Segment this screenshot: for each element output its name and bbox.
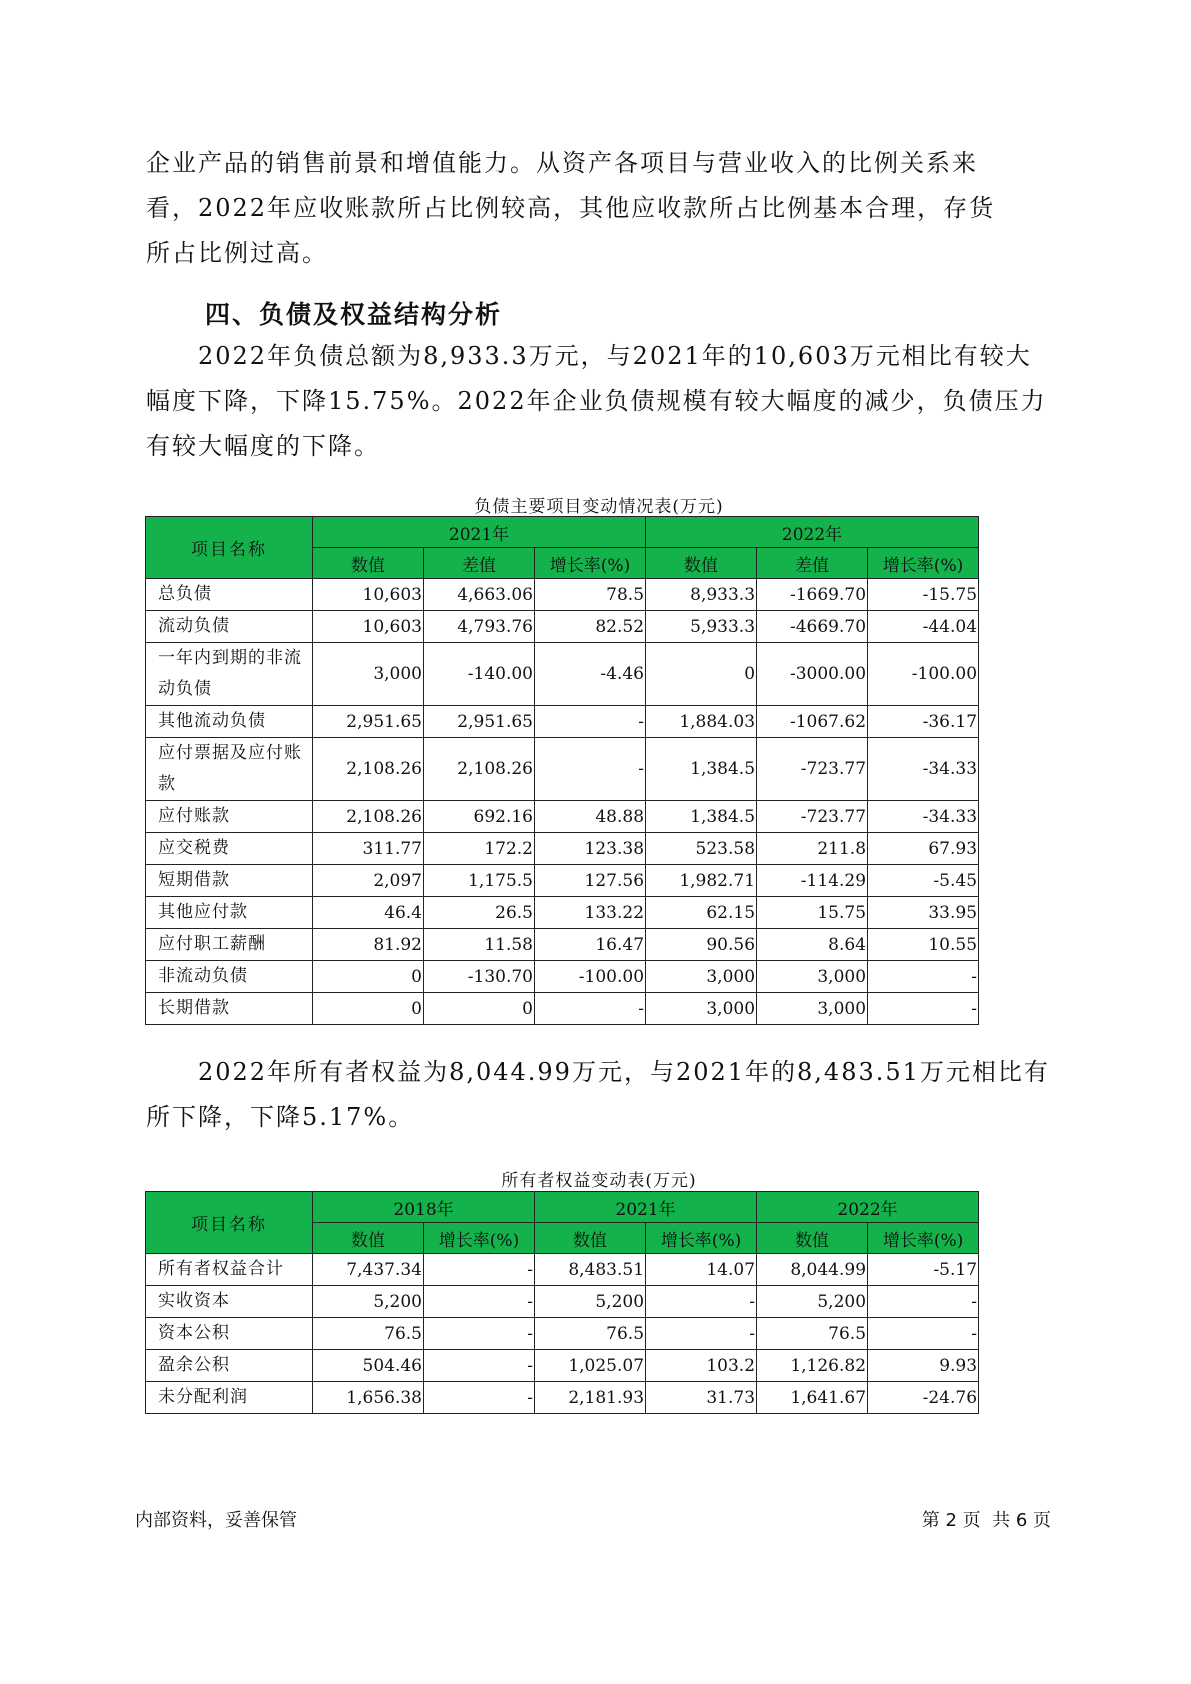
cell-v22: 8,044.99 [757, 1254, 868, 1286]
cell-v18: 7,437.34 [313, 1254, 424, 1286]
header-year-2022: 2022年 [646, 517, 979, 548]
footer-page-number: 第 2 页 共 6 页 [921, 1510, 1051, 1531]
cell-g22: - [868, 961, 979, 993]
cell-d21: 4,793.76 [424, 611, 535, 643]
row-label: 长期借款 [146, 993, 313, 1025]
cell-g21: - [535, 706, 646, 738]
equity-table-body [146, 1254, 979, 1414]
liability-table-body [146, 579, 979, 1025]
cell-v18: 504.46 [313, 1350, 424, 1382]
cell-v18: 5,200 [313, 1286, 424, 1318]
cell-v21: 2,108.26 [313, 801, 424, 833]
row-label: 短期借款 [146, 865, 313, 897]
cell-v21: 46.4 [313, 897, 424, 929]
table-row [146, 1286, 979, 1318]
table-row [146, 897, 979, 929]
intro-line-1: 企业产品的销售前景和增值能力。从资产各项目与营业收入的比例关系来 [146, 149, 978, 177]
header-diff-2022: 差值 [757, 548, 868, 579]
header-growth-2021: 增长率(%) [646, 1223, 757, 1254]
header-item-name: 项目名称 [146, 517, 313, 579]
cell-g22: 33.95 [868, 897, 979, 929]
row-label: 一年内到期的非流动负债 [146, 643, 313, 706]
row-label: 总负债 [146, 579, 313, 611]
header-value-2018: 数值 [313, 1223, 424, 1254]
cell-v21: 10,603 [313, 611, 424, 643]
row-label: 非流动负债 [146, 961, 313, 993]
header-year-2021: 2021年 [535, 1192, 757, 1223]
equity-table [145, 1191, 979, 1414]
table-row [146, 1382, 979, 1414]
row-label: 其他应付款 [146, 897, 313, 929]
cell-v21: 0 [313, 993, 424, 1025]
header-item-name: 项目名称 [146, 1192, 313, 1254]
header-diff-2021: 差值 [424, 548, 535, 579]
cell-d22: 211.8 [757, 833, 868, 865]
table-row [146, 579, 979, 611]
intro-paragraph [146, 141, 1051, 276]
cell-g21: 78.5 [535, 579, 646, 611]
cell-d21: 2,108.26 [424, 738, 535, 801]
cell-d22: -723.77 [757, 738, 868, 801]
cell-d22: -114.29 [757, 865, 868, 897]
cell-d21: 4,663.06 [424, 579, 535, 611]
cell-v22: 1,126.82 [757, 1350, 868, 1382]
cell-v21: 2,108.26 [313, 738, 424, 801]
cell-d22: 3,000 [757, 961, 868, 993]
cell-v21: 2,951.65 [313, 706, 424, 738]
cell-g18: - [424, 1254, 535, 1286]
table-row [146, 1318, 979, 1350]
cell-g18: - [424, 1286, 535, 1318]
cell-g18: - [424, 1350, 535, 1382]
table-row [146, 643, 979, 706]
table-row [146, 961, 979, 993]
row-label: 所有者权益合计 [146, 1254, 313, 1286]
equity-paragraph: 2022年所有者权益为8,044.99万元，与2021年的8,483.51万元相比有所下降，下降5.17%。 [146, 1058, 1050, 1131]
liability-table-caption: 负债主要项目变动情况表(万元) [474, 497, 724, 517]
cell-d21: -140.00 [424, 643, 535, 706]
cell-g21: - [646, 1286, 757, 1318]
header-growth-2022: 增长率(%) [868, 1223, 979, 1254]
header-growth-2018: 增长率(%) [424, 1223, 535, 1254]
liability-paragraph: 2022年负债总额为8,933.3万元，与2021年的10,603万元相比有较大幅度下降，下降15.75%。2022年企业负债规模有较大幅度的减少，负债压力有较大幅度的下降。 [146, 342, 1047, 460]
cell-d21: 26.5 [424, 897, 535, 929]
cell-v21: 10,603 [313, 579, 424, 611]
cell-g21: 14.07 [646, 1254, 757, 1286]
cell-g21: -4.46 [535, 643, 646, 706]
liability-table [145, 516, 979, 1025]
cell-d21: 172.2 [424, 833, 535, 865]
cell-v21: 8,483.51 [535, 1254, 646, 1286]
cell-v21: 311.77 [313, 833, 424, 865]
cell-v21: 1,025.07 [535, 1350, 646, 1382]
cell-v21: 81.92 [313, 929, 424, 961]
cell-d21: 692.16 [424, 801, 535, 833]
cell-g22: -34.33 [868, 738, 979, 801]
cell-d21: 0 [424, 993, 535, 1025]
cell-v22: 3,000 [646, 993, 757, 1025]
cell-g22: - [868, 1286, 979, 1318]
table-row [146, 706, 979, 738]
row-label: 应付账款 [146, 801, 313, 833]
header-growth-2021: 增长率(%) [535, 548, 646, 579]
cell-d22: 8.64 [757, 929, 868, 961]
header-year-2018: 2018年 [313, 1192, 535, 1223]
table-row [146, 1350, 979, 1382]
table-row [146, 738, 979, 801]
cell-g21: 16.47 [535, 929, 646, 961]
intro-line-3: 所占比例过高。 [146, 239, 328, 267]
header-value-2021: 数值 [535, 1223, 646, 1254]
header-year-2021: 2021年 [313, 517, 646, 548]
header-growth-2022: 增长率(%) [868, 548, 979, 579]
row-label: 应付票据及应付账款 [146, 738, 313, 801]
cell-g22: -34.33 [868, 801, 979, 833]
table-row [146, 611, 979, 643]
cell-g18: - [424, 1382, 535, 1414]
cell-g22: -100.00 [868, 643, 979, 706]
cell-g22: -24.76 [868, 1382, 979, 1414]
cell-v18: 1,656.38 [313, 1382, 424, 1414]
cell-g21: 31.73 [646, 1382, 757, 1414]
cell-d21: 1,175.5 [424, 865, 535, 897]
cell-d22: -1669.70 [757, 579, 868, 611]
cell-v22: 1,884.03 [646, 706, 757, 738]
header-year-2022: 2022年 [757, 1192, 979, 1223]
cell-g21: 82.52 [535, 611, 646, 643]
cell-v21: 76.5 [535, 1318, 646, 1350]
table-row [146, 929, 979, 961]
row-label: 资本公积 [146, 1318, 313, 1350]
cell-g21: 48.88 [535, 801, 646, 833]
footer-confidential-note: 内部资料，妥善保管 [135, 1510, 297, 1531]
cell-g22: 10.55 [868, 929, 979, 961]
cell-v22: 0 [646, 643, 757, 706]
cell-v22: 8,933.3 [646, 579, 757, 611]
cell-d22: -3000.00 [757, 643, 868, 706]
header-value-2021: 数值 [313, 548, 424, 579]
cell-v21: 0 [313, 961, 424, 993]
cell-g21: - [535, 993, 646, 1025]
cell-v21: 5,200 [535, 1286, 646, 1318]
cell-g21: 103.2 [646, 1350, 757, 1382]
cell-v21: 2,097 [313, 865, 424, 897]
header-value-2022: 数值 [646, 548, 757, 579]
table-row [146, 865, 979, 897]
cell-g21: - [535, 738, 646, 801]
row-label: 实收资本 [146, 1286, 313, 1318]
cell-v21: 2,181.93 [535, 1382, 646, 1414]
cell-g21: - [646, 1318, 757, 1350]
cell-v21: 3,000 [313, 643, 424, 706]
section-heading: 四、负债及权益结构分析 [205, 300, 503, 329]
cell-d21: -130.70 [424, 961, 535, 993]
cell-g22: -36.17 [868, 706, 979, 738]
row-label: 盈余公积 [146, 1350, 313, 1382]
cell-v22: 1,641.67 [757, 1382, 868, 1414]
header-value-2022: 数值 [757, 1223, 868, 1254]
cell-v22: 1,384.5 [646, 801, 757, 833]
row-label: 流动负债 [146, 611, 313, 643]
cell-g22: 9.93 [868, 1350, 979, 1382]
cell-v22: 5,933.3 [646, 611, 757, 643]
cell-d22: 15.75 [757, 897, 868, 929]
cell-v22: 5,200 [757, 1286, 868, 1318]
cell-g22: -5.45 [868, 865, 979, 897]
cell-v22: 3,000 [646, 961, 757, 993]
equity-table-caption: 所有者权益变动表(万元) [501, 1171, 697, 1191]
cell-v22: 90.56 [646, 929, 757, 961]
cell-g22: 67.93 [868, 833, 979, 865]
cell-g22: -5.17 [868, 1254, 979, 1286]
table-row [146, 833, 979, 865]
cell-d22: 3,000 [757, 993, 868, 1025]
intro-line-2: 看，2022年应收账款所占比例较高，其他应收款所占比例基本合理，存货 [146, 194, 996, 222]
cell-g18: - [424, 1318, 535, 1350]
cell-g21: 133.22 [535, 897, 646, 929]
cell-g21: -100.00 [535, 961, 646, 993]
row-label: 其他流动负债 [146, 706, 313, 738]
cell-g22: - [868, 993, 979, 1025]
table-row [146, 801, 979, 833]
table-row [146, 993, 979, 1025]
cell-d22: -723.77 [757, 801, 868, 833]
cell-g21: 123.38 [535, 833, 646, 865]
table-row [146, 1254, 979, 1286]
cell-g22: - [868, 1318, 979, 1350]
cell-v22: 1,982.71 [646, 865, 757, 897]
row-label: 应付职工薪酬 [146, 929, 313, 961]
cell-d21: 11.58 [424, 929, 535, 961]
cell-v18: 76.5 [313, 1318, 424, 1350]
cell-g21: 127.56 [535, 865, 646, 897]
row-label: 未分配利润 [146, 1382, 313, 1414]
cell-v22: 523.58 [646, 833, 757, 865]
cell-d22: -1067.62 [757, 706, 868, 738]
cell-g22: -15.75 [868, 579, 979, 611]
cell-d21: 2,951.65 [424, 706, 535, 738]
cell-g22: -44.04 [868, 611, 979, 643]
cell-v22: 76.5 [757, 1318, 868, 1350]
cell-v22: 62.15 [646, 897, 757, 929]
cell-d22: -4669.70 [757, 611, 868, 643]
row-label: 应交税费 [146, 833, 313, 865]
cell-v22: 1,384.5 [646, 738, 757, 801]
